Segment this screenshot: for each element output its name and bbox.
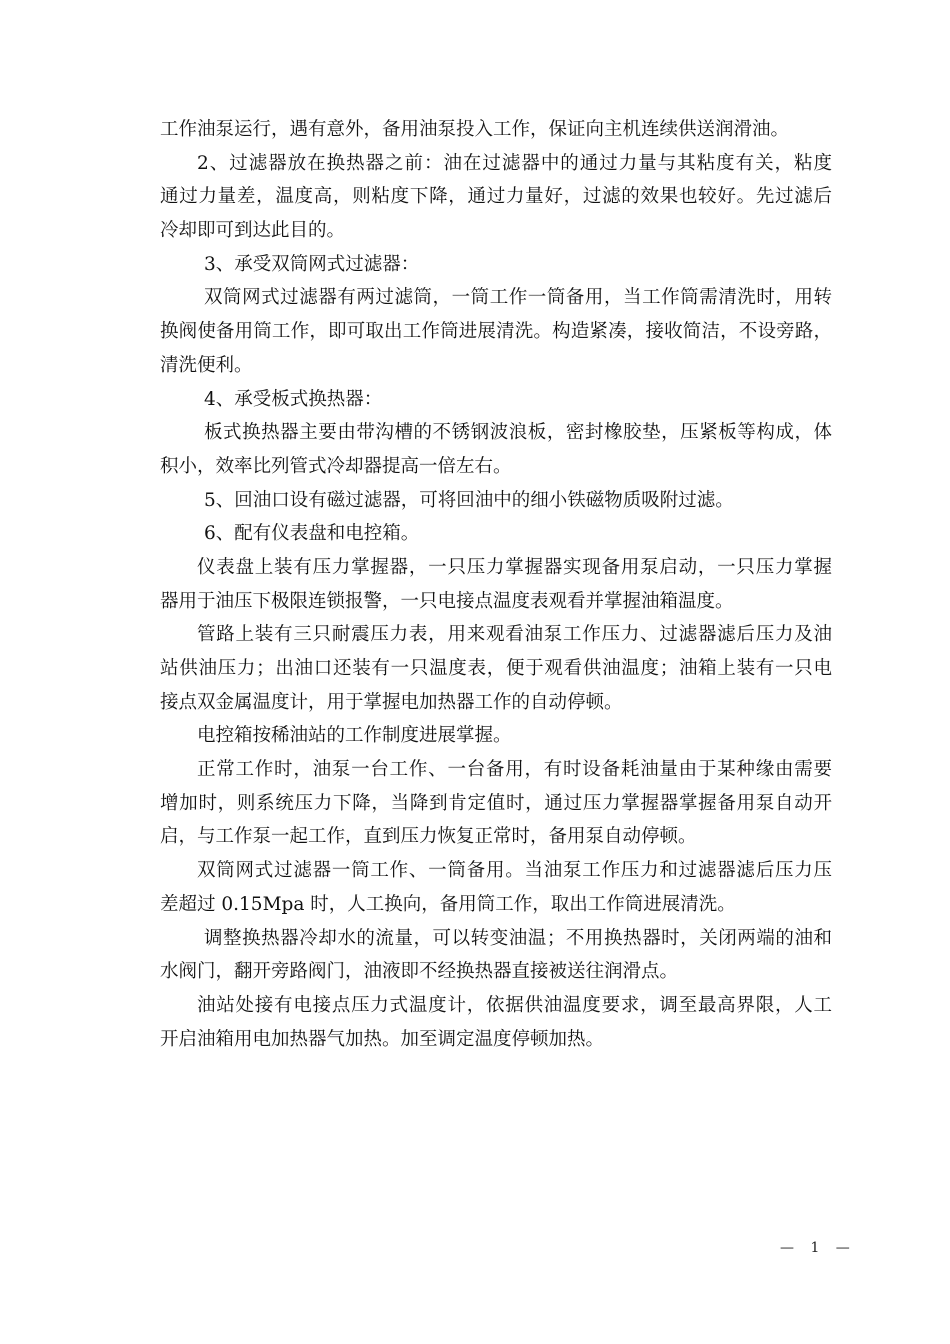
text-line: 板式换热器主要由带沟槽的不锈钢波浪板，密封橡胶垫，压紧板等构成，体	[204, 422, 832, 444]
text-line: 器用于油压下极限连锁报警，一只电接点温度表观看并掌握油箱温度。	[160, 590, 734, 612]
text-line: 增加时，则系统压力下降，当降到肯定值时，通过压力掌握器掌握备用泵自动开	[160, 792, 832, 814]
text-line: 调整换热器冷却水的流量，可以转变油温；不用换热器时，关闭两端的油和	[204, 927, 832, 949]
text-line: 油站处接有电接点压力式温度计，依据供油温度要求，调至最高界限，人工	[197, 994, 832, 1016]
text-line: 差超过 0.15Mpa 时，人工换向，备用筒工作，取出工作筒进展清洗。	[160, 893, 736, 915]
text-line: 启，与工作泵一起工作，直到压力恢复正常时，备用泵自动停顿。	[160, 826, 697, 848]
document-body	[160, 113, 832, 1056]
paragraph	[160, 281, 832, 382]
paragraph	[160, 517, 832, 551]
text-line: 开启油箱用电加热器气加热。加至调定温度停顿加热。	[160, 1028, 605, 1050]
text-line: 4、承受板式换热器：	[204, 388, 383, 410]
paragraph	[160, 484, 832, 518]
text-line: 冷却即可到达此目的。	[160, 220, 346, 242]
paragraph	[160, 383, 832, 417]
text-line: 2、过滤器放在换热器之前：油在过滤器中的通过力量与其粘度有关，粘度	[197, 152, 832, 174]
text-line: 管路上装有三只耐震压力表，用来观看油泵工作压力、过滤器滤后压力及油	[197, 624, 832, 646]
text-line: 电控箱按稀油站的工作制度进展掌握。	[197, 725, 512, 747]
paragraph	[160, 618, 832, 719]
text-line: 接点双金属温度计，用于掌握电加热器工作的自动停顿。	[160, 691, 623, 713]
paragraph	[160, 147, 832, 248]
paragraph	[160, 551, 832, 618]
paragraph	[160, 854, 832, 921]
text-line: 积小，效率比列管式冷却器提高一倍左右。	[160, 455, 512, 477]
text-line: 6、配有仪表盘和电控箱。	[204, 523, 420, 545]
paragraph	[160, 753, 832, 854]
text-line: 仪表盘上装有压力掌握器，一只压力掌握器实现备用泵启动，一只压力掌握	[197, 556, 832, 578]
text-line: 水阀门，翻开旁路阀门，油液即不经换热器直接被送往润滑点。	[160, 961, 679, 983]
text-line: 换阀使备用筒工作，即可取出工作筒进展清洗。构造紧凑，接收简洁，不设旁路，	[160, 321, 832, 343]
text-line: 通过力量差，温度高，则粘度下降，通过力量好，过滤的效果也较好。先过滤后	[160, 186, 832, 208]
paragraph	[160, 989, 832, 1056]
text-line: 5、回油口设有磁过滤器，可将回油中的细小铁磁物质吸附过滤。	[204, 489, 734, 511]
paragraph	[160, 248, 832, 282]
page-number: — 1 —	[780, 1240, 856, 1256]
text-line: 正常工作时，油泵一台工作、一台备用，有时设备耗油量由于某种缘由需要	[197, 759, 832, 781]
text-line: 3、承受双筒网式过滤器：	[204, 253, 420, 275]
paragraph	[160, 416, 832, 483]
paragraph	[160, 719, 832, 753]
text-line: 站供油压力；出油口还装有一只温度表，便于观看供油温度；油箱上装有一只电	[160, 658, 832, 679]
text-line: 清洗便利。	[160, 354, 253, 376]
text-line: 双筒网式过滤器一筒工作、一筒备用。当油泵工作压力和过滤器滤后压力压	[197, 860, 832, 882]
text-line: 工作油泵运行，遇有意外，备用油泵投入工作，保证向主机连续供送润滑油。	[160, 119, 790, 140]
paragraph	[160, 922, 832, 989]
paragraph	[160, 113, 832, 147]
text-line: 双筒网式过滤器有两过滤筒，一筒工作一筒备用，当工作筒需清洗时，用转	[204, 287, 832, 309]
